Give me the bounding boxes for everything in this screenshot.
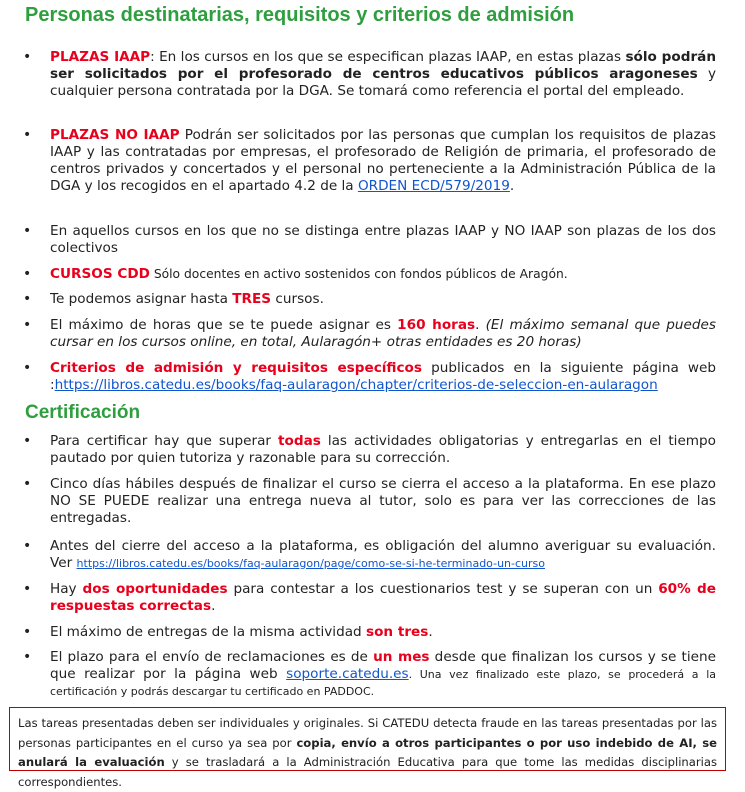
evaluation-link[interactable]: https://libros.catedu.es/books/faq-aularagon/page/como-se-si-he-terminado-un-curso — [76, 557, 545, 570]
list-item-plazas-iaap: • PLAZAS IAAP: En los cursos en los que se especifican plazas IAAP, en estas plazas sólo podrán ser solicitados por el profesorado de centros educativos públicos aragoneses y cualquier persona contratada por la DGA. Se tomará como referencia el portal del empleado. — [50, 49, 716, 100]
soporte-link[interactable]: soporte.catedu.es — [286, 666, 409, 682]
label-plazas-iaap: PLAZAS IAAP — [50, 49, 151, 65]
list-item-evaluation: • Antes del cierre del acceso a la plataforma, es obligación del alumno averiguar su evaluación. Ver https://libros.catedu.es/books/faq-aularagon/page/como-se-si-he-terminado-un-curso — [50, 538, 716, 572]
section-title-admission: Personas destinatarias, requisitos y criterios de admisión — [25, 4, 575, 26]
list-item-cursos-cdd: • CURSOS CDD Sólo docentes en activo sostenidos con fondos públicos de Aragón. — [50, 266, 716, 283]
list-item-both-groups: • En aquellos cursos en los que no se distinga entre plazas IAAP y NO IAAP son plazas de los dos colectivos — [50, 223, 716, 257]
list-item-max-courses: • Te podemos asignar hasta TRES cursos. — [50, 291, 716, 308]
list-item-max-hours: • El máximo de horas que se te puede asignar es 160 horas. (El máximo semanal que puedes cursar en los cursos online, en total, Aularagón+ otras entidades es 20 horas) — [50, 317, 716, 351]
section-title-certification: Certificación — [25, 402, 141, 423]
label-cursos-cdd: CURSOS CDD — [50, 266, 150, 282]
list-item-pass-all: • Para certificar hay que superar todas las actividades obligatorias y entregarlas en el tiempo pautado por quien tutoriza y razonable para su corrección. — [50, 433, 716, 467]
list-item-plazas-no-iaap: • PLAZAS NO IAAP Podrán ser solicitados por las personas que cumplan los requisitos de plazas IAAP y las contratadas por empresas, el profesorado de Religión de primaria, el profesorado de centros privados y concertados y el personal no perteneciente a la Administración Pública de la DGA y los recogidos en el apartado 4.2 de la ORDEN ECD/579/2019. — [50, 127, 716, 195]
list-item-criteria: • Criterios de admisión y requisitos específicos publicados en la siguiente página web :https://libros.catedu.es/books/faq-aularagon/chapter/criterios-de-seleccion-en-aularagon — [50, 360, 716, 394]
label-criteria: Criterios de admisión y requisitos específicos — [50, 360, 422, 376]
list-item-two-chances: • Hay dos oportunidades para contestar a los cuestionarios test y se superan con un 60% de respuestas correctas. — [50, 581, 716, 615]
list-item-claims: • El plazo para el envío de reclamaciones es de un mes desde que finalizan los cursos y se tiene que realizar por la página web soporte.catedu.es. Una vez finalizado este plazo, se procederá a la certificación y podrás descargar tu certificado en PADDOC. — [50, 649, 716, 700]
label-plazas-no-iaap: PLAZAS NO IAAP — [50, 127, 180, 143]
list-item-five-days: • Cinco días hábiles después de finalizar el curso se cierra el acceso a la plataforma. En ese plazo NO SE PUEDE realizar una entrega nueva al tutor, solo es para ver las correcciones de las entregadas. — [50, 476, 716, 527]
fraud-notice-box: Las tareas presentadas deben ser individuales y originales. Si CATEDU detecta fraude en las tareas presentadas por las personas participantes en el curso ya sea por copia, envío a otros participantes o por uso indebido de AI, se anulará la evaluación y se trasladará a la Administración Educativa para que tome las medidas disciplinarias correspondientes. — [9, 707, 726, 771]
list-item-max-deliveries: • El máximo de entregas de la misma actividad son tres. — [50, 624, 716, 641]
orden-link[interactable]: ORDEN ECD/579/2019 — [357, 178, 510, 194]
criteria-link[interactable]: https://libros.catedu.es/books/faq-aularagon/chapter/criterios-de-seleccion-en-aularagon — [54, 377, 658, 393]
